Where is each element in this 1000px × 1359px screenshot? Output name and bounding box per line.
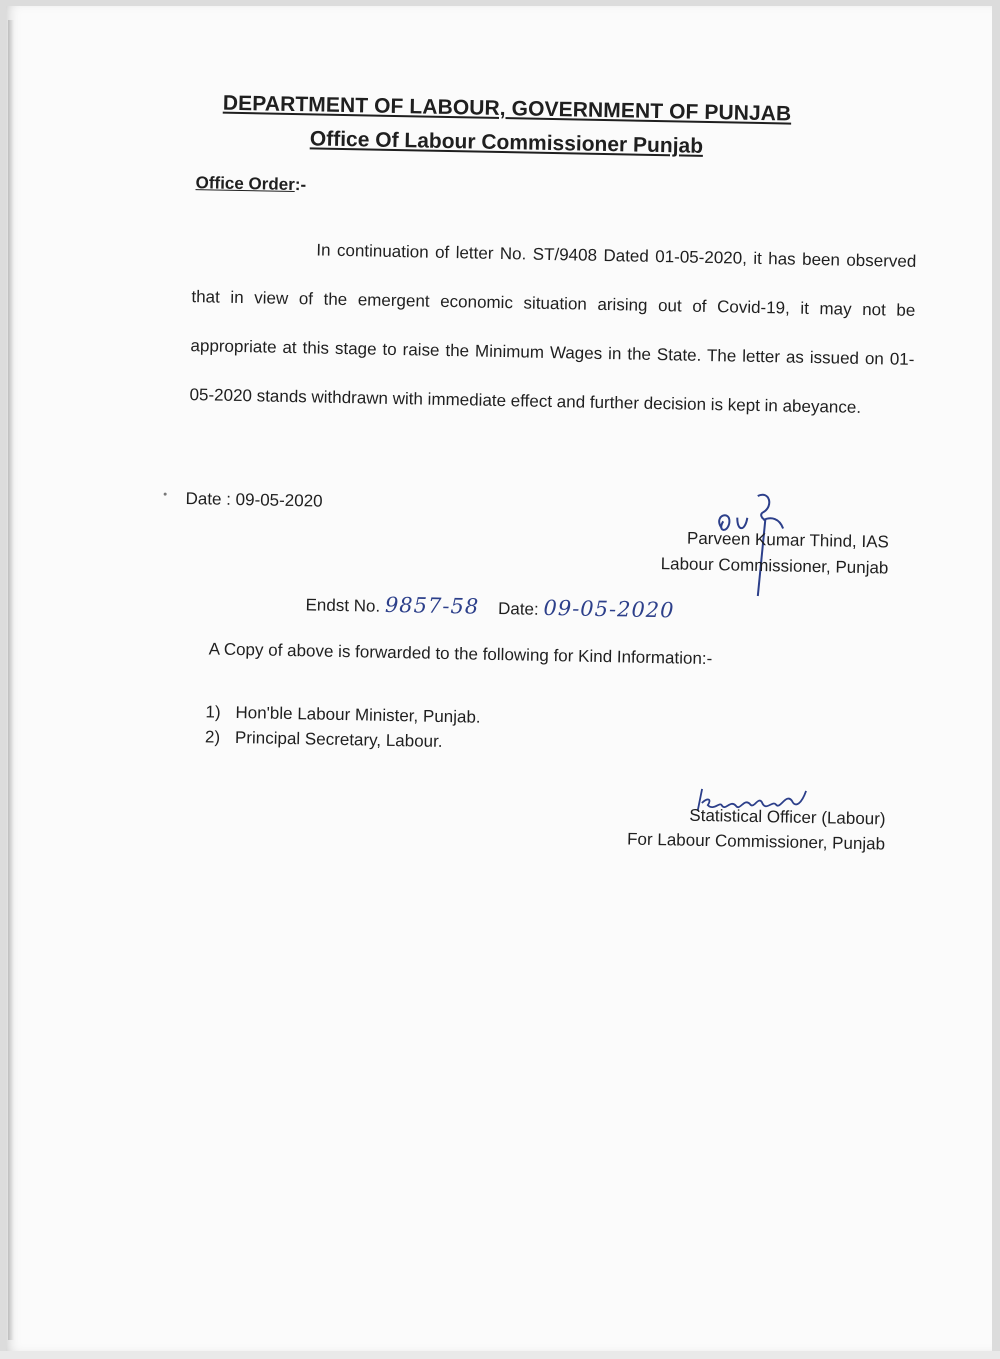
recipient-number: 1) (205, 702, 221, 722)
office-order-label-suffix: :- (294, 175, 307, 195)
list-item (205, 724, 481, 754)
margin-speck (164, 493, 167, 496)
recipient-number: 2) (204, 727, 221, 747)
endorsement-date: 09-05-2020 (543, 595, 675, 623)
recipient-text: Hon'ble Labour Minister, Punjab. (235, 703, 481, 727)
department-heading: DEPARTMENT OF LABOUR, GOVERNMENT OF PUNJAB (222, 91, 792, 126)
office-order-label (195, 173, 306, 195)
endorsement-number: 9857-58 (384, 592, 480, 619)
officer-for: For Labour Commissioner, Punjab (626, 829, 886, 854)
order-date: Date : 09-05-2020 (185, 489, 323, 511)
signatory-name: Parveen Kumar Thind, IAS (686, 528, 890, 552)
recipient-text: Principal Secretary, Labour. (234, 728, 443, 751)
signatory-block (648, 525, 889, 582)
order-body-paragraph: In continuation of letter No. ST/9408 Dated 01-05-2020, it has been observed that in view of the emergent economic situation arising out of Covid-19, it may not be appropriate at this stage to raise the Minimum Wages in the State. The letter as issued on 01-05-2020 stands withdrawn with immediate effect and further decision is kept in abeyance. (189, 240, 917, 417)
office-heading: Office Of Labour Commissioner Punjab (309, 127, 704, 158)
endorsement-date-label: Date: (497, 599, 539, 619)
signatory-designation: Labour Commissioner, Punjab (660, 554, 889, 578)
office-order-label-text: Office Order (195, 173, 296, 195)
officer-block (593, 801, 886, 857)
endorsement-line (305, 591, 674, 622)
copy-forward-line: A Copy of above is forwarded to the following for Kind Information:- (208, 639, 713, 669)
endorsement-label: Endst No. (305, 595, 381, 616)
officer-title: Statistical Officer (Labour) (689, 805, 886, 829)
recipient-list (205, 699, 481, 754)
